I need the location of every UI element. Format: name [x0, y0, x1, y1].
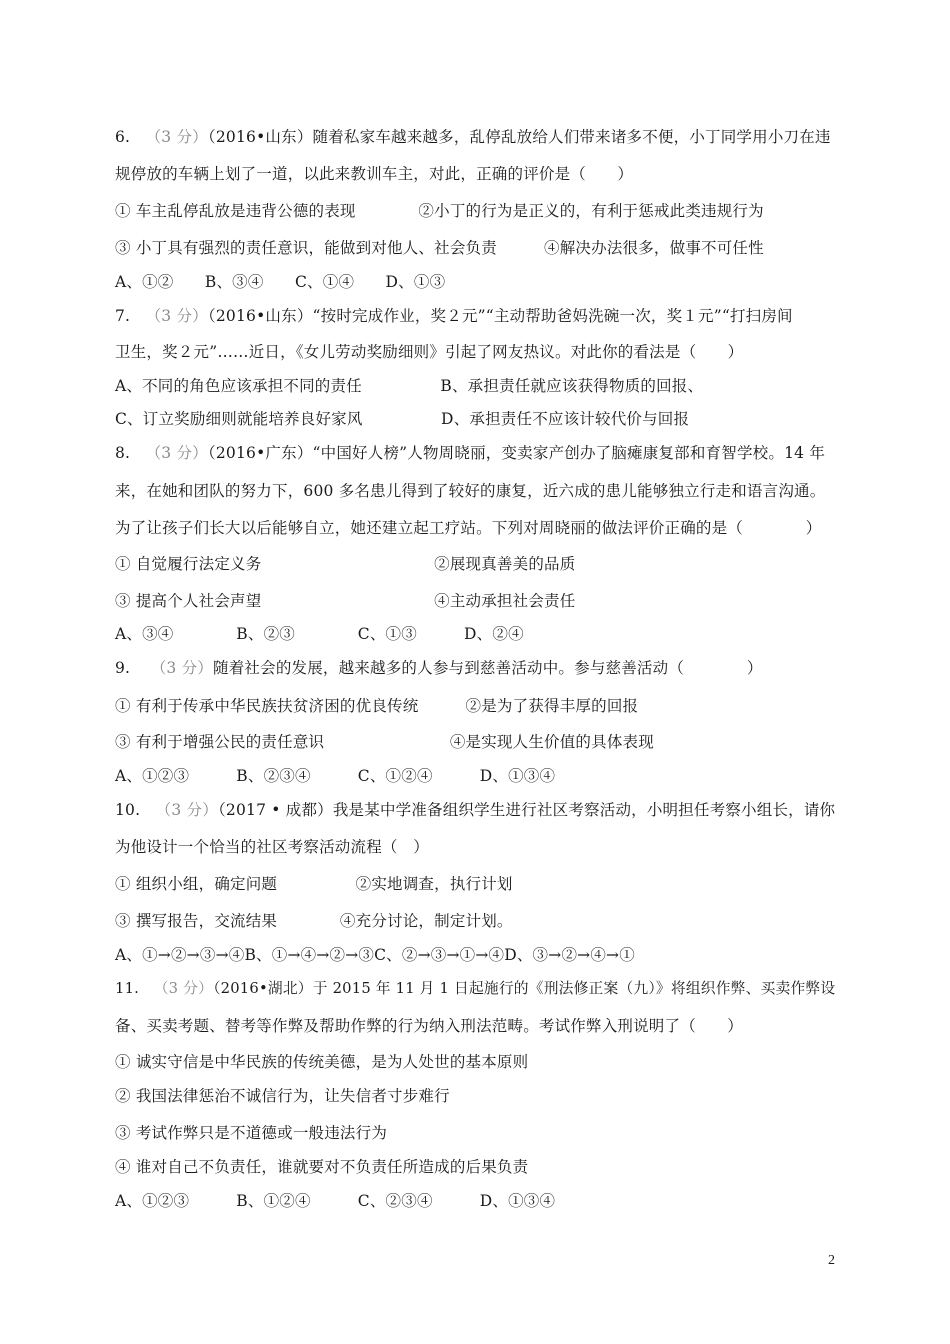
- question-7-stem-line2: 卫生，奖２元”……近日，《女儿劳动奖励细则》引起了网友热议。对此你的看法是（ ）: [115, 343, 744, 361]
- question-number: 6.: [115, 128, 131, 146]
- question-7-stem-line1: 7. （3 分）（2016•山东）“按时完成作业，奖２元”“主动帮助爸妈洗碗一次，奖１元”“打扫房间: [115, 307, 793, 325]
- question-score: （3 分）: [153, 980, 214, 997]
- question-11-stem-line1: 11. （3 分）（2016•湖北）于 2015 年 11 月 1 日起施行的《刑法修正案（九）》将组织作弊、买卖作弊设: [115, 980, 836, 997]
- question-9-answer-choices: A、①②③ B、②③④ C、①②④ D、①③④: [115, 767, 556, 785]
- question-8-answer-choices: A、③④ B、②③ C、①③ D、②④: [115, 625, 524, 643]
- question-10-stem-line1: 10. （3 分）（2017 • 成都）我是某中学准备组织学生进行社区考察活动，小明担任考察小组长，请你: [115, 801, 836, 819]
- question-score: （3 分）: [145, 307, 208, 325]
- question-10-stem-line2: 为他设计一个恰当的社区考察活动流程（ ）: [115, 838, 430, 856]
- question-9-option-line: ③ 有利于增强公民的责任意识 ④是实现人生价值的具体表现: [115, 733, 654, 751]
- question-8-stem-line1: 8. （3 分）（2016•广东）“中国好人榜”人物周晓丽，变卖家产创办了脑瘫康复部和育智学校。14 年: [115, 444, 826, 462]
- question-6-stem-line1: 6. （3 分）（2016•山东）随着私家车越来越多，乱停乱放给人们带来诸多不便，小丁同学用小刀在违: [115, 128, 831, 146]
- question-number: 10.: [115, 801, 141, 819]
- question-11-stem-line2: 备、买卖考题、替考等作弊及帮助作弊的行为纳入刑法范畴。考试作弊入刑说明了（ ）: [115, 1017, 744, 1035]
- question-8-option-line: ① 自觉履行法定义务 ②展现真善美的品质: [115, 555, 576, 573]
- question-6-answer-choices: A、①② B、③④ C、①④ D、①③: [115, 273, 446, 291]
- question-11-option-line: ③ 考试作弊只是不道德或一般违法行为: [115, 1124, 388, 1142]
- question-8-stem-line3: 为了让孩子们长大以后能够自立，她还建立起工疗站。下列对周晓丽的做法评价正确的是（ ）: [115, 519, 822, 537]
- question-10-option-line: ① 组织小组，确定问题 ②实地调查，执行计划: [115, 875, 513, 893]
- question-8-stem-line2: 来，在她和团队的努力下，600 多名患儿得到了较好的康复，近六成的患儿能够独立行走和语言沟通。: [115, 482, 826, 500]
- question-11-option-line: ① 诚实守信是中华民族的传统美德，是为人处世的基本原则: [115, 1053, 529, 1071]
- question-number: 8.: [115, 444, 131, 462]
- question-7-answer-choices: C、订立奖励细则就能培养良好家风 D、承担责任不应该计较代价与回报: [115, 410, 690, 428]
- question-9-option-line: ① 有利于传承中华民族扶贫济困的优良传统 ②是为了获得丰厚的回报: [115, 697, 639, 715]
- question-7-answer-choices: A、不同的角色应该承担不同的责任 B、承担责任就应该获得物质的回报、: [115, 377, 704, 395]
- page-number: 2: [828, 1253, 835, 1268]
- question-8-option-line: ③ 提高个人社会声望 ④主动承担社会责任: [115, 592, 576, 610]
- question-6-option-line: ① 车主乱停乱放是违背公德的表现 ②小丁的行为是正义的，有利于惩戒此类违规行为: [115, 202, 764, 220]
- question-11-option-line: ② 我国法律惩治不诚信行为，让失信者寸步难行: [115, 1087, 450, 1105]
- question-score: （3 分）: [155, 801, 218, 819]
- question-11-option-line: ④ 谁对自己不负责任，谁就要对不负责任所造成的后果负责: [115, 1158, 529, 1176]
- question-number: 7.: [115, 307, 131, 325]
- question-11-answer-choices: A、①②③ B、①②④ C、②③④ D、①③④: [115, 1192, 556, 1210]
- question-6-option-line: ③ 小丁具有强烈的责任意识，能做到对他人、社会负责 ④解决办法很多，做事不可任性: [115, 239, 764, 257]
- question-10-answer-choices: A、①→②→③→④B、①→④→②→③C、②→③→①→④D、③→②→④→①: [115, 946, 635, 964]
- question-6-stem-line2: 规停放的车辆上划了一道，以此来教训车主，对此，正确的评价是（ ）: [115, 165, 634, 183]
- question-10-option-line: ③ 撰写报告，交流结果 ④充分讨论，制定计划。: [115, 912, 513, 930]
- question-9-stem-line1: 9. （3 分）随着社会的发展，越来越多的人参与到慈善活动中。参与慈善活动（ ）: [115, 659, 763, 677]
- question-score: （3 分）: [145, 128, 208, 146]
- question-score: （3 分）: [145, 444, 208, 462]
- question-score: （3 分）: [150, 659, 214, 677]
- question-number: 9.: [115, 659, 131, 677]
- question-number: 11.: [115, 980, 140, 997]
